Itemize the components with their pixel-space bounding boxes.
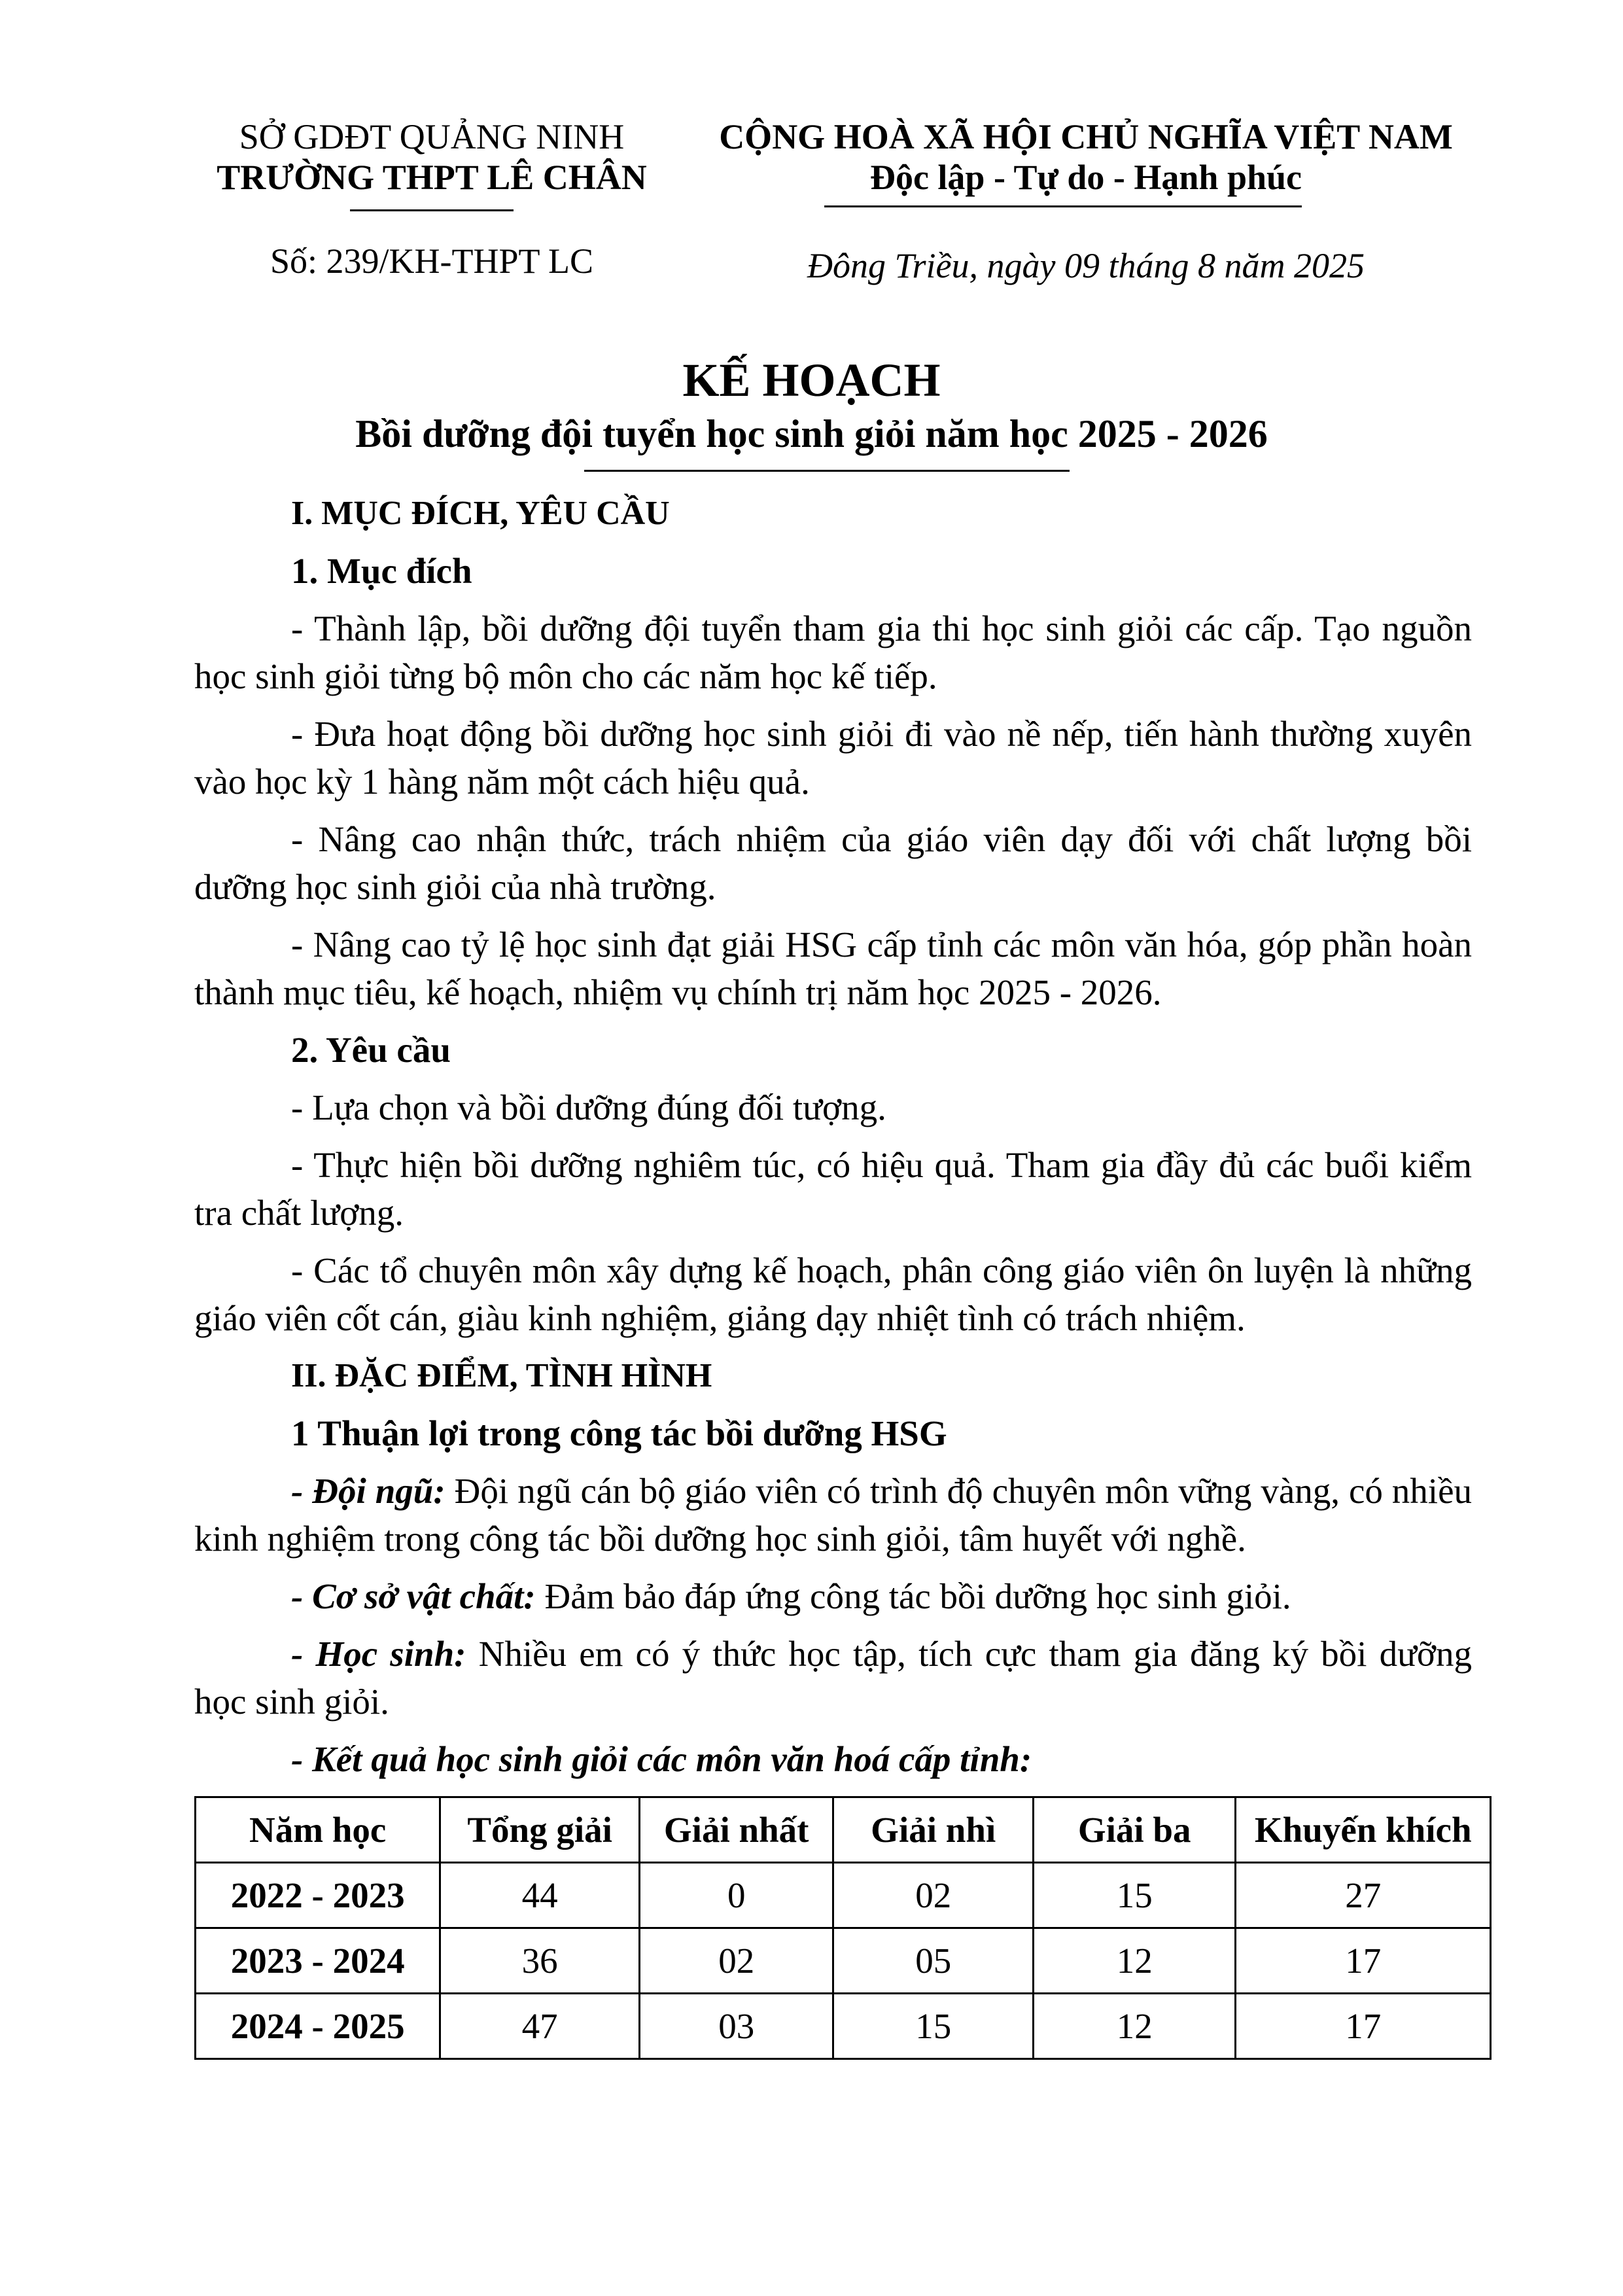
title-underline <box>584 470 1070 472</box>
table-cell: 27 <box>1236 1863 1491 1928</box>
document-title: KẾ HOẠCH <box>682 354 941 406</box>
students-text: Nhiều em có ý thức học tập, tích cực tham gia đăng ký bồi dưỡng học sinh giỏi. <box>194 1634 1473 1722</box>
table-cell: 05 <box>833 1928 1034 1994</box>
facilities-paragraph <box>194 1572 1472 1620</box>
table-cell: 47 <box>440 1994 640 2059</box>
table-cell: 15 <box>1033 1863 1235 1928</box>
column-header: Giải nhì <box>833 1797 1034 1863</box>
table-cell: 2024 - 2025 <box>196 1994 440 2059</box>
requirement-paragraph: - Thực hiện bồi dưỡng nghiêm túc, có hiệu quả. Tham gia đầy đủ các buổi kiểm tra chất lượng. <box>194 1145 1472 1233</box>
table-header-row <box>196 1797 1491 1863</box>
requirement-paragraph: - Lựa chọn và bồi dưỡng đúng đối tượng. <box>291 1087 886 1127</box>
column-header: Giải nhất <box>639 1797 833 1863</box>
purpose-paragraph: - Nâng cao tỷ lệ học sinh đạt giải HSG cấp tỉnh các môn văn hóa, góp phần hoàn thành mục tiêu, kế hoạch, nhiệm vụ chính trị năm học 2025 - 2026. <box>194 925 1472 1012</box>
purpose-paragraph: - Thành lập, bồi dưỡng đội tuyển tham gia thi học sinh giỏi các cấp. Tạo nguồn học sinh giỏi từng bộ môn cho các năm học kế tiếp. <box>194 609 1472 696</box>
column-header: Khuyến khích <box>1236 1797 1491 1863</box>
requirement-paragraph: - Các tổ chuyên môn xây dựng kế hoạch, phân công giáo viên ôn luyện là những giáo viên cốt cán, giàu kinh nghiệm, giảng dạy nhiệt tình có trách nhiệm. <box>194 1250 1472 1338</box>
purpose-paragraph: - Đưa hoạt động bồi dưỡng học sinh giỏi đi vào nề nếp, tiến hành thường xuyên vào học kỳ 1 hàng năm một cách hiệu quả. <box>194 714 1472 802</box>
results-label: - Kết quả học sinh giỏi các môn văn hoá cấp tỉnh: <box>291 1739 1032 1779</box>
purpose-paragraph: - Nâng cao nhận thức, trách nhiệm của giáo viên dạy đối với chất lượng bồi dưỡng học sinh giỏi của nhà trường. <box>194 819 1472 907</box>
table-cell: 15 <box>833 1994 1034 2059</box>
column-header: Tổng giải <box>440 1797 640 1863</box>
table-cell: 17 <box>1236 1994 1491 2059</box>
section-heading-characteristics: II. ĐẶC ĐIỂM, TÌNH HÌNH <box>291 1357 712 1394</box>
table-cell: 2022 - 2023 <box>196 1863 440 1928</box>
school-name: TRƯỜNG THPT LÊ CHÂN <box>217 158 647 197</box>
subsection-heading-requirements: 2. Yêu cầu <box>291 1030 451 1070</box>
table-cell: 03 <box>639 1994 833 2059</box>
school-name-underline <box>350 209 514 211</box>
table-cell: 0 <box>639 1863 833 1928</box>
subsection-heading-advantages: 1 Thuận lợi trong công tác bồi dưỡng HSG <box>291 1413 947 1453</box>
table-cell: 12 <box>1033 1994 1235 2059</box>
students-label: - Học sinh: <box>291 1634 466 1674</box>
national-motto: Độc lập - Tự do - Hạnh phúc <box>869 158 1302 197</box>
table-cell: 17 <box>1236 1928 1491 1994</box>
students-paragraph <box>194 1630 1472 1725</box>
results-table <box>194 1796 1492 2060</box>
table-cell: 02 <box>639 1928 833 1994</box>
staff-paragraph <box>194 1467 1472 1563</box>
staff-text: Đội ngũ cán bộ giáo viên có trình độ chuyên môn vững vàng, có nhiều kinh nghiệm trong công tác bồi dưỡng học sinh giỏi, tâm huyết với nghề. <box>194 1471 1472 1559</box>
table-cell: 36 <box>440 1928 640 1994</box>
document-subtitle: Bồi dưỡng đội tuyển học sinh giỏi năm học 2025 - 2026 <box>355 412 1268 455</box>
table-cell: 02 <box>833 1863 1034 1928</box>
table-cell: 44 <box>440 1863 640 1928</box>
table-cell: 2023 - 2024 <box>196 1928 440 1994</box>
column-header: Năm học <box>196 1797 440 1863</box>
section-heading-purpose-requirements: I. MỤC ĐÍCH, YÊU CẦU <box>291 495 670 532</box>
table-row <box>196 1863 1491 1928</box>
document-body <box>194 489 1472 1783</box>
department-name: SỞ GDĐT QUẢNG NINH <box>239 117 625 156</box>
table-row <box>196 1928 1491 1994</box>
table-cell: 12 <box>1033 1928 1235 1994</box>
staff-label: - Đội ngũ: <box>291 1471 445 1511</box>
facilities-text: Đảm bảo đáp ứng công tác bồi dưỡng học sinh giỏi. <box>535 1576 1291 1616</box>
column-header: Giải ba <box>1033 1797 1235 1863</box>
document-number: Số: 239/KH-THPT LC <box>270 241 594 281</box>
place-and-date: Đông Triều, ngày 09 tháng 8 năm 2025 <box>807 246 1365 285</box>
national-motto-underline <box>824 205 1302 207</box>
national-title: CỘNG HOÀ XÃ HỘI CHỦ NGHĨA VIỆT NAM <box>719 117 1453 156</box>
facilities-label: - Cơ sở vật chất: <box>291 1576 536 1616</box>
table-row <box>196 1994 1491 2059</box>
subsection-heading-purpose: 1. Mục đích <box>291 551 472 591</box>
